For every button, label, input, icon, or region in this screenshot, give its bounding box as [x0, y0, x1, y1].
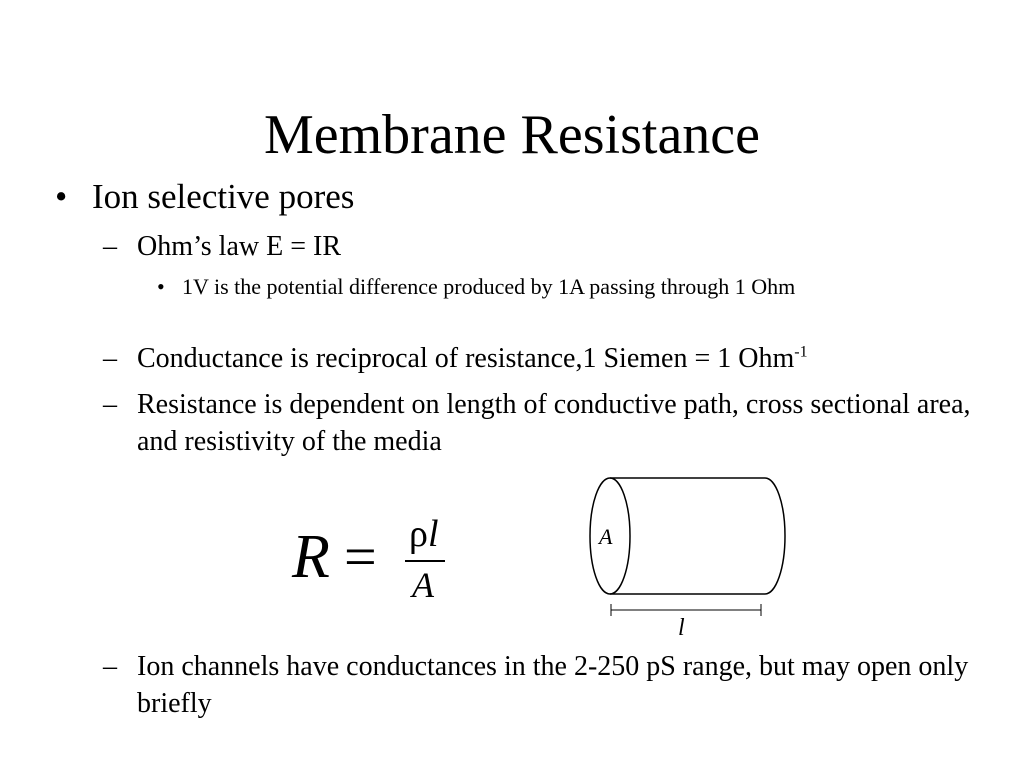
- formula-length-var: l: [427, 513, 439, 555]
- cylinder-area-label: A: [599, 524, 613, 549]
- dash-marker: –: [103, 343, 117, 374]
- bullet-text: Ion selective pores: [92, 177, 355, 216]
- formula-rho: ρ: [409, 513, 428, 555]
- formula-lhs: R: [292, 523, 330, 591]
- formula-denominator: A: [412, 565, 434, 605]
- subsubbullet-text: 1V is the potential difference produced by 1A passing through 1 Ohm: [182, 274, 796, 299]
- subbullet-text: Ion channels have conductances in the 2-250 pS range, but may open only briefly: [137, 651, 969, 719]
- formula-numerator: [409, 512, 439, 556]
- formula-equals: =: [344, 524, 377, 589]
- resistance-formula: [292, 508, 472, 618]
- cylinder-diagram: [570, 470, 810, 650]
- dash-marker: –: [103, 389, 117, 420]
- dash-marker: –: [103, 231, 117, 262]
- subbullet-conductance: [103, 340, 983, 377]
- bullet-marker: •: [157, 274, 165, 299]
- cylinder-length-label: l: [678, 615, 685, 641]
- exponent: -1: [794, 343, 808, 361]
- subbullet-text: Conductance is reciprocal of resistance,1 Siemen = 1 Ohm: [137, 343, 795, 374]
- subbullet-ion-channels: [103, 648, 983, 722]
- dash-marker: –: [103, 651, 117, 682]
- subbullet-ohms-law: [103, 228, 983, 265]
- bullet-marker: •: [55, 177, 68, 216]
- subbullet-text: Resistance is dependent on length of conductive path, cross sectional area, and resistivity of the media: [137, 389, 971, 457]
- subbullet-text-wrap: [137, 340, 983, 377]
- subbullet-resistance: [103, 386, 983, 460]
- fraction-bar: [405, 560, 445, 562]
- subsubbullet-volt-definition: [157, 272, 937, 302]
- subbullet-text: Ohm’s law E = IR: [137, 231, 341, 262]
- slide-title: Membrane Resistance: [263, 104, 761, 166]
- cylinder-body: [610, 478, 785, 594]
